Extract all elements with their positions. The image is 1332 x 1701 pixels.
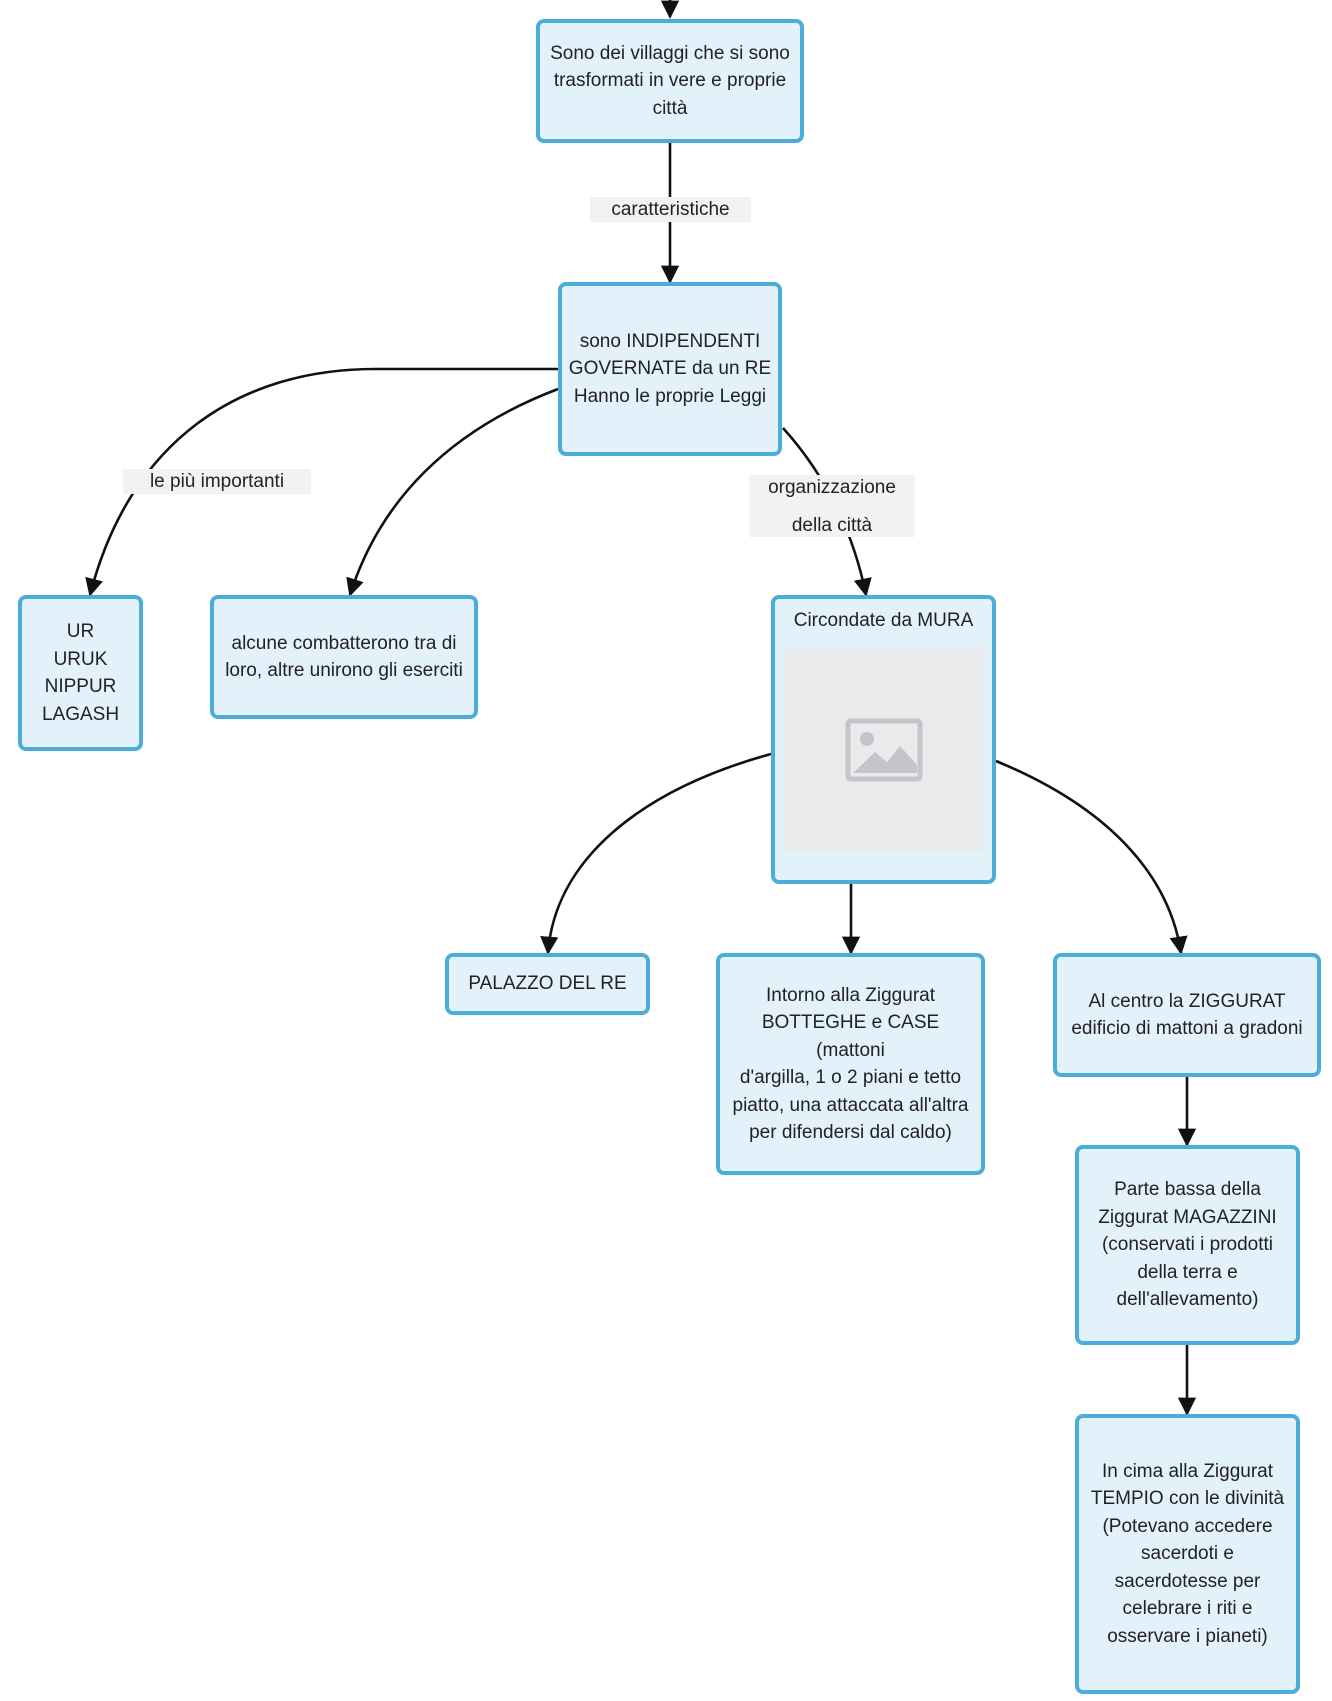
node-indipendenti-text: sono INDIPENDENTI GOVERNATE da un RE Hanno le proprie Leggi [568,330,772,407]
node-villaggi[interactable] [536,19,804,143]
node-botteghe[interactable] [716,953,985,1175]
node-villaggi-text: Sono dei villaggi che si sono trasformati in vere e proprie città [550,42,790,119]
node-palazzo-text: PALAZZO DEL RE [468,973,627,995]
image-placeholder [784,649,984,851]
edge-indipendenti-to-combattimenti [350,389,558,595]
node-magazzini[interactable] [1075,1145,1300,1345]
edge-label-importanti: le più importanti [123,469,311,494]
edge-mura-to-palazzo [548,754,771,953]
edge-label-organizzazione: organizzazione della città [749,475,915,537]
edge-mura-to-ziggurat [996,761,1181,953]
edge-label-caratteristiche: caratteristiche [590,197,751,222]
node-combattimenti-text: alcune combatterono tra di loro, altre unirono gli eserciti [225,632,463,681]
node-ziggurat-text: Al centro la ZIGGURAT edificio di mattoni a gradoni [1071,990,1303,1039]
node-magazzini-text: Parte bassa della Ziggurat MAGAZZINI (conservati i prodotti della terra e dell'allevamento) [1098,1179,1277,1311]
node-botteghe-text: Intorno alla Ziggurat BOTTEGHE e CASE (mattoni d'argilla, 1 o 2 piani e tetto piatto, una attaccata all'altra per difendersi dal caldo) [732,984,969,1143]
node-mura-text: Circondate da MURA [793,610,974,631]
node-citta-importanti[interactable] [18,595,143,751]
node-indipendenti[interactable] [558,282,782,456]
node-tempio-text: In cima alla Ziggurat TEMPIO con le divinità (Potevano accedere sacerdoti e sacerdotesse per celebrare i riti e osservare i pianeti) [1090,1460,1285,1647]
node-ziggurat[interactable] [1053,953,1321,1077]
node-mura[interactable] [771,595,996,884]
node-combattimenti[interactable] [210,595,478,719]
node-citta-importanti-text: UR URUK NIPPUR LAGASH [41,621,120,725]
image-placeholder-icon [845,718,923,782]
node-tempio[interactable] [1075,1414,1300,1694]
node-palazzo[interactable] [445,953,650,1015]
